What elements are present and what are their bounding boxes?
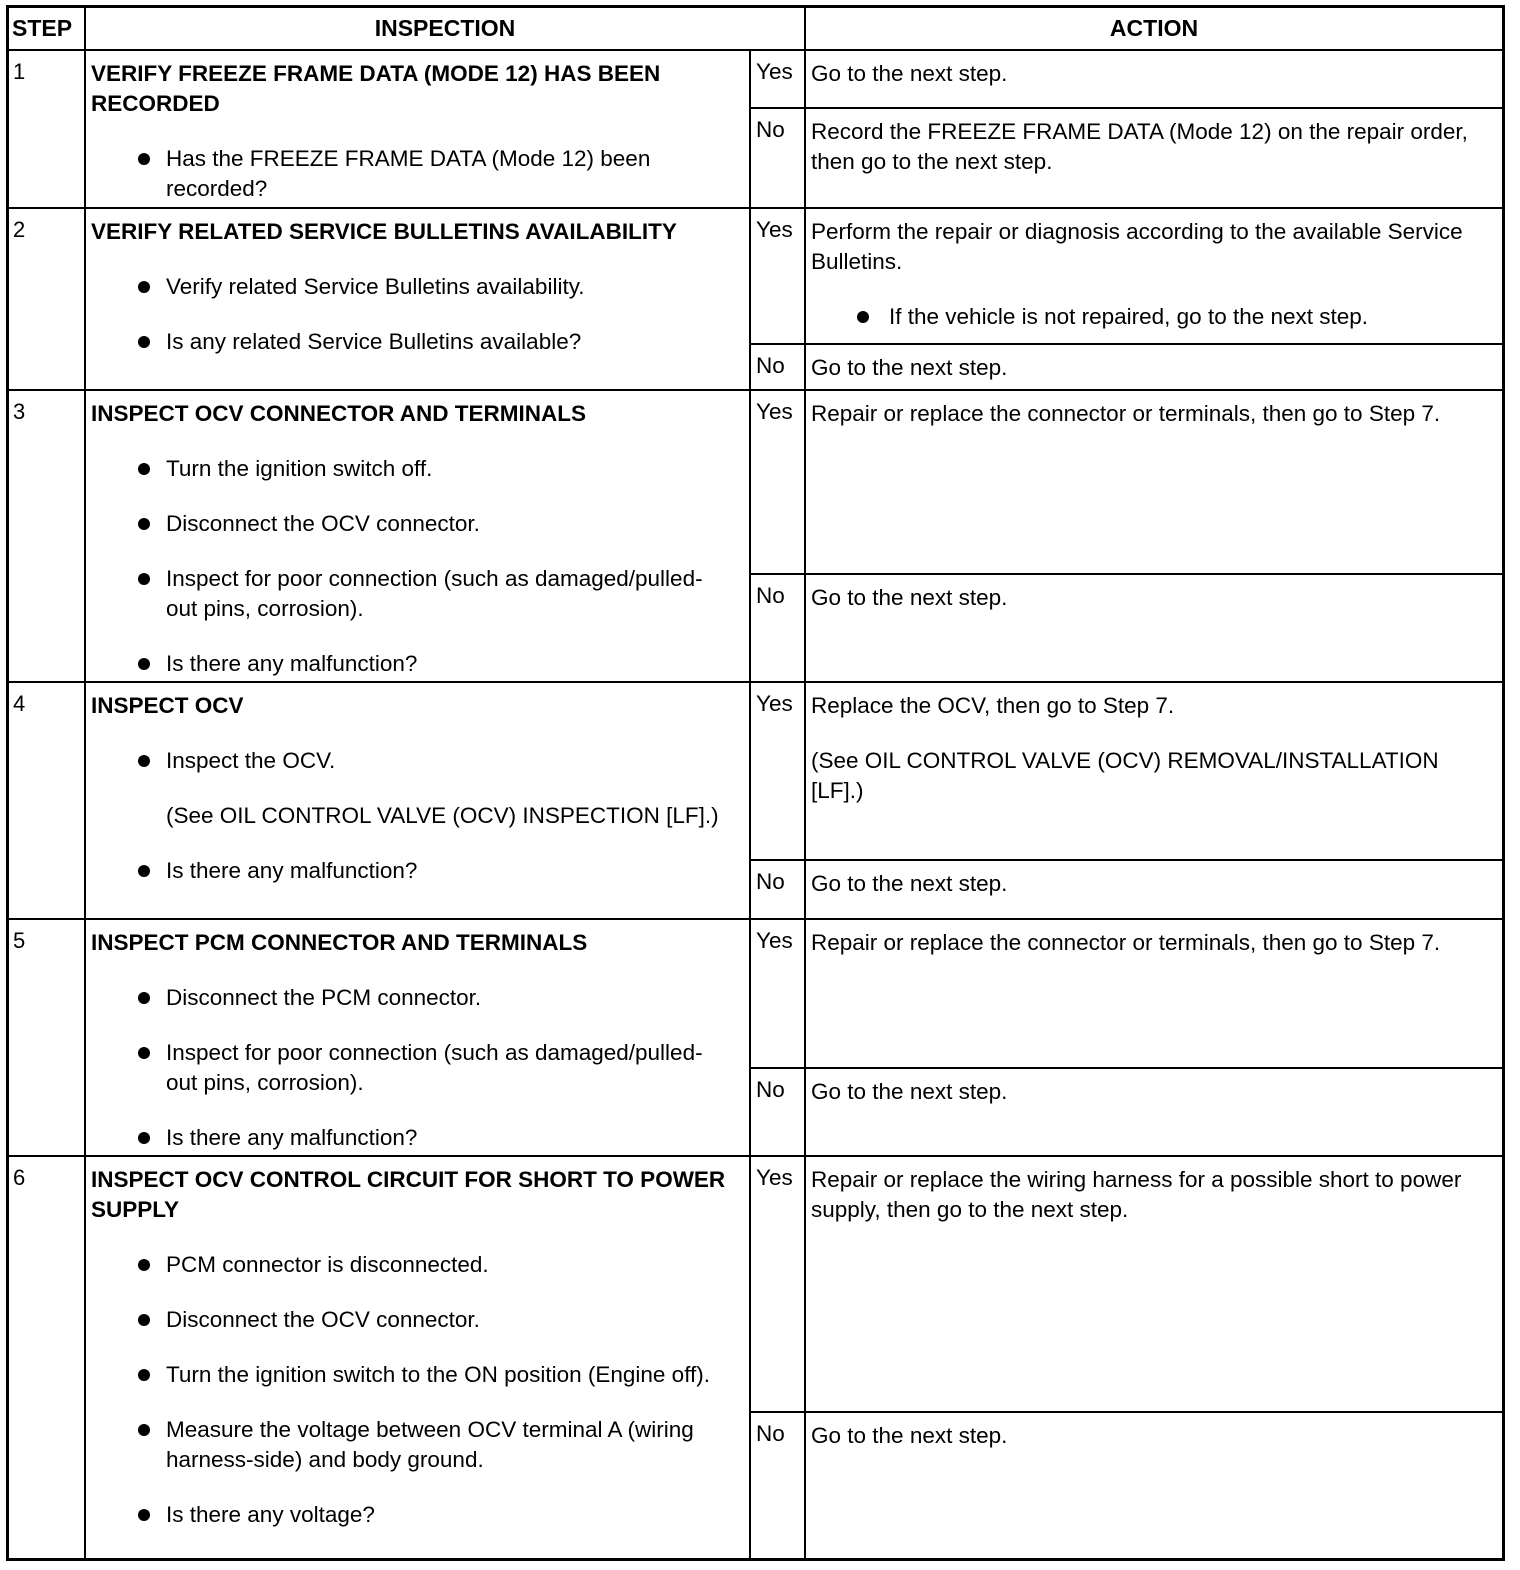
yes-label: Yes [750, 208, 805, 344]
inspection-cell [85, 208, 750, 390]
diagnostic-table [9, 8, 1502, 1561]
table-row [9, 682, 1502, 860]
no-label: No [750, 574, 805, 682]
bullet-item: Measure the voltage between OCV terminal A (wiring harness-side) and body ground. [91, 1415, 729, 1475]
bullet-item: Is there any voltage? [91, 1500, 729, 1530]
yes-label: Yes [750, 1156, 805, 1412]
bullet-item: Verify related Service Bulletins availability. [91, 272, 729, 302]
yes-action: Repair or replace the wiring harness for a possible short to power supply, then go to the next step. [805, 1156, 1502, 1412]
bullet-item: Is there any malfunction? [91, 1123, 729, 1153]
yes-action-cell [805, 682, 1502, 860]
table-row [9, 919, 1502, 1068]
inspection-cell [85, 390, 750, 682]
step-title: INSPECT OCV [91, 693, 244, 718]
yes-action: Replace the OCV, then go to Step 7. [811, 693, 1175, 718]
inspection-header: INSPECTION [85, 8, 805, 50]
yes-label: Yes [750, 682, 805, 860]
bullet-item: Disconnect the PCM connector. [91, 983, 729, 1013]
step-title: INSPECT OCV CONTROL CIRCUIT FOR SHORT TO POWER SUPPLY [91, 1167, 726, 1222]
bullet-item: Is there any malfunction? [91, 649, 729, 679]
yes-label: Yes [750, 390, 805, 574]
step-number: 5 [9, 919, 85, 1156]
reference-note: (See OIL CONTROL VALVE (OCV) REMOVAL/INSTALLATION [LF].) [811, 748, 1439, 803]
bullet-item: Has the FREEZE FRAME DATA (Mode 12) been recorded? [91, 144, 729, 204]
no-label: No [750, 1412, 805, 1560]
step-number: 1 [9, 50, 85, 208]
yes-action-cell [805, 208, 1502, 344]
inspection-cell [85, 1156, 750, 1560]
bullet-item: Is there any malfunction? [91, 856, 729, 886]
bullet-item: PCM connector is disconnected. [91, 1250, 729, 1280]
no-action: Go to the next step. [805, 344, 1502, 390]
table-row [9, 50, 1502, 108]
step-number: 2 [9, 208, 85, 390]
yes-label: Yes [750, 50, 805, 108]
table-row [9, 208, 1502, 344]
no-label: No [750, 1068, 805, 1156]
step-number: 3 [9, 390, 85, 682]
bullet-item: Inspect for poor connection (such as damaged/pulled-out pins, corrosion). [91, 1038, 729, 1098]
no-action: Go to the next step. [805, 860, 1502, 919]
step-title: VERIFY RELATED SERVICE BULLETINS AVAILABILITY [91, 219, 677, 244]
step-title: INSPECT OCV CONNECTOR AND TERMINALS [91, 401, 587, 426]
step-title: INSPECT PCM CONNECTOR AND TERMINALS [91, 930, 588, 955]
yes-label: Yes [750, 919, 805, 1068]
no-label: No [750, 860, 805, 919]
no-action: Record the FREEZE FRAME DATA (Mode 12) on the repair order, then go to the next step. [805, 108, 1502, 208]
bullet-item: Disconnect the OCV connector. [91, 509, 729, 539]
inspection-cell [85, 919, 750, 1156]
yes-action: Repair or replace the connector or terminals, then go to Step 7. [805, 390, 1502, 574]
yes-action: Go to the next step. [805, 50, 1502, 108]
bullet-item: Disconnect the OCV connector. [91, 1305, 729, 1335]
no-action: Go to the next step. [805, 1068, 1502, 1156]
action-header: ACTION [805, 8, 1502, 50]
document [6, 5, 1505, 1561]
yes-action: Repair or replace the connector or terminals, then go to Step 7. [805, 919, 1502, 1068]
inspection-cell [85, 50, 750, 208]
no-label: No [750, 108, 805, 208]
bullet-item: Inspect the OCV. [91, 746, 729, 776]
step-title: VERIFY FREEZE FRAME DATA (MODE 12) HAS BEEN RECORDED [91, 61, 661, 116]
table-row [9, 1156, 1502, 1412]
bullet-item: Is any related Service Bulletins available? [91, 327, 729, 357]
header-row [9, 8, 1502, 50]
step-number: 6 [9, 1156, 85, 1560]
no-action: Go to the next step. [805, 1412, 1502, 1560]
bullet-item: Turn the ignition switch off. [91, 454, 729, 484]
yes-action: Perform the repair or diagnosis according to the available Service Bulletins. [811, 219, 1463, 274]
step-number: 4 [9, 682, 85, 919]
action-bullet: If the vehicle is not repaired, go to the next step. [811, 302, 1482, 332]
no-action: Go to the next step. [805, 574, 1502, 682]
reference-note: (See OIL CONTROL VALVE (OCV) INSPECTION [LF].) [166, 803, 719, 828]
inspection-cell [85, 682, 750, 919]
no-label: No [750, 344, 805, 390]
table-row [9, 390, 1502, 574]
step-header: STEP [9, 8, 85, 50]
bullet-item: Inspect for poor connection (such as damaged/pulled-out pins, corrosion). [91, 564, 729, 624]
bullet-item: Turn the ignition switch to the ON position (Engine off). [91, 1360, 729, 1390]
